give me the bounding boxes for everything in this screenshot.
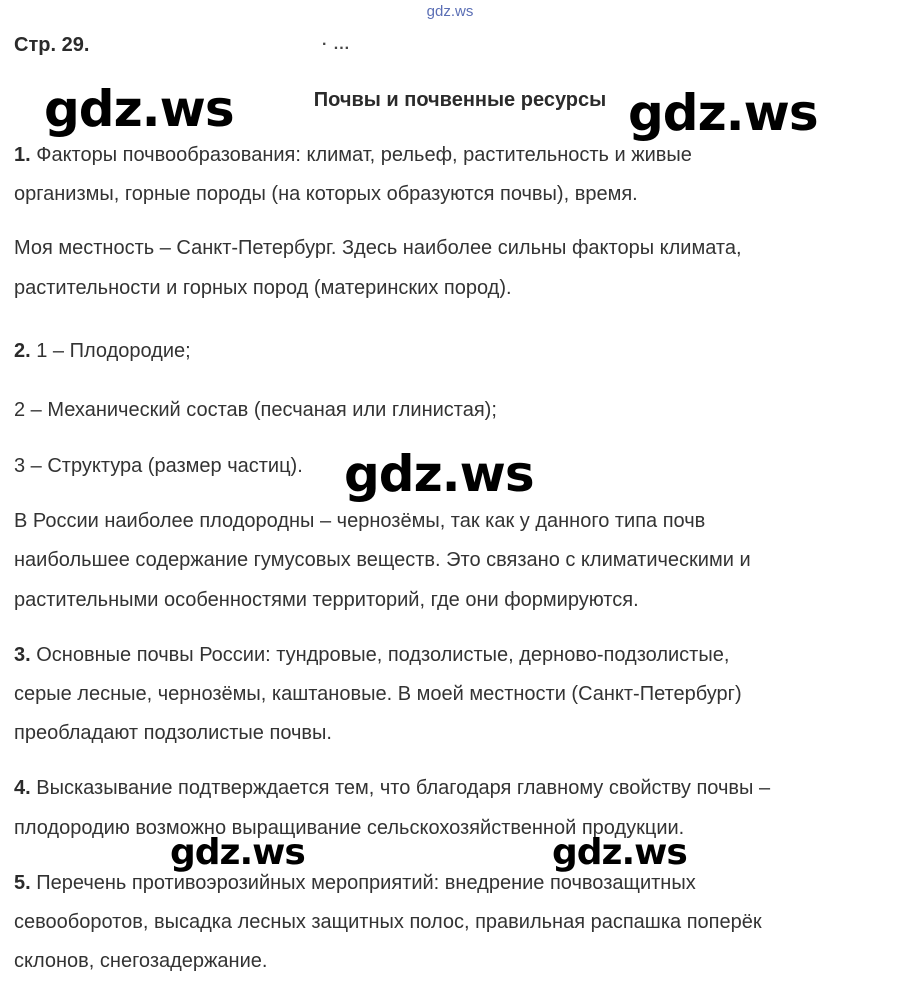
answer-5-line-1: 5. Перечень противоэрозийных мероприятий: внедрение почвозащитных [14,872,696,894]
answer-5-line-2: севооборотов, высадка лесных защитных полос, правильная распашка поперёк [14,911,762,933]
answer-1-line-2: организмы, горные породы (на которых образуются почвы), время. [14,183,638,205]
answer-2-line-1: 2. 1 – Плодородие; [14,340,191,362]
answer-3-line-1: 3. Основные почвы России: тундровые, подзолистые, дерново-подзолистые, [14,644,730,666]
answer-2-line-5: наибольшее содержание гумусовых веществ. Это связано с климатическими и [14,549,751,571]
watermark-logo: gdz.ws [344,445,534,503]
answer-number: 1. [14,144,31,166]
answer-5-line-3: склонов, снегозадержание. [14,950,268,972]
watermark-logo: gdz.ws [44,80,234,138]
answer-1-extra-1: Моя местность – Санкт-Петербург. Здесь наиболее сильны факторы климата, [14,237,742,259]
watermark-logo: gdz.ws [552,832,687,873]
answer-4-line-1: 4. Высказывание подтверждается тем, что благодаря главному свойству почвы – [14,777,771,799]
page-title: Почвы и почвенные ресурсы [313,89,607,111]
top-watermark: gdz.ws [426,3,474,20]
answer-2-line-6: растительными особенностями территорий, где они формируются. [14,589,639,611]
watermark-logo: gdz.ws [170,832,305,873]
answer-number: 3. [14,644,31,666]
answer-number: 2. [14,340,31,362]
answer-2-line-4: В России наиболее плодородны – чернозёмы, так как у данного типа почв [14,510,706,532]
page-number: Стр. 29. [14,34,90,56]
answer-4-line-2: плодородию возможно выращивание сельскохозяйственной продукции. [14,817,685,839]
answer-1-line-1: 1. Факторы почвообразования: климат, рельеф, растительность и живые [14,144,692,166]
answer-2-line-3: 3 – Структура (размер частиц). [14,455,303,477]
answer-1-extra-2: растительности и горных пород (материнских пород). [14,277,512,299]
stray-text: · ... [322,36,351,53]
answer-2-line-2: 2 – Механический состав (песчаная или глинистая); [14,399,497,421]
answer-3-line-3: преобладают подзолистые почвы. [14,722,332,744]
answer-3-line-2: серые лесные, чернозёмы, каштановые. В моей местности (Санкт-Петербург) [14,683,742,705]
watermark-logo: gdz.ws [628,84,818,142]
answer-number: 4. [14,777,31,799]
answer-number: 5. [14,872,31,894]
